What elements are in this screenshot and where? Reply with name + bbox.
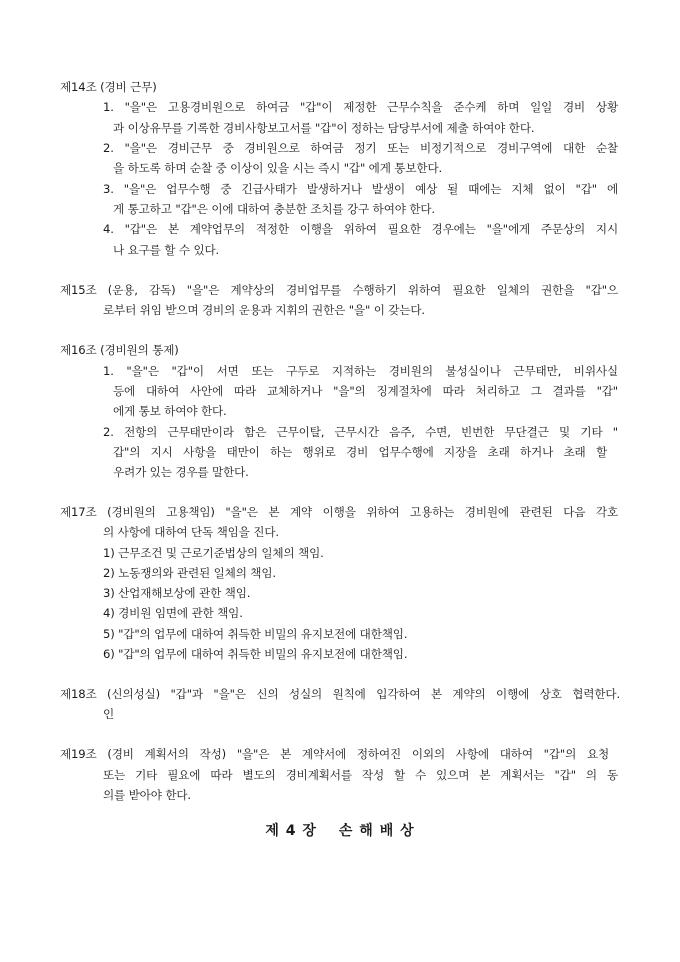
article-14-item-3-line-2: 게 통고하고 "갑"은 이에 대하여 충분한 조치를 강구 하여야 한다.	[113, 202, 435, 216]
article-17-subitem-4: 4) 경비원 임면에 관한 책임.	[103, 606, 243, 620]
article-14-item-1-line-2: 과 이상유무를 기록한 경비사항보고서를 "갑"이 정하는 담당부서에 제출 하여야 한다.	[113, 121, 535, 135]
article-17-line-2: 의 사항에 대하여 단독 책임을 진다.	[103, 525, 279, 539]
article-14-item-3-line-1: 3. "을"은 업무수행 중 긴급사태가 발생하거나 발생이 예상 될 때에는 지체 없이 "갑" 에	[103, 182, 618, 196]
article-15-line-1: 제15조 (운용, 감독) "을"은 계약상의 경비업무를 수행하기 위하여 필요한 일체의 권한을 "갑"으	[60, 283, 618, 297]
article-17-line-1: 제17조 (경비원의 고용책임) "을"은 본 계약 이행을 위하여 고용하는 경비원에 관련된 다음 각호	[60, 505, 618, 519]
article-14-item-4-line-2: 나 요구를 할 수 있다.	[113, 243, 220, 257]
article-17-subitem-1: 1) 근무조건 및 근로기준법상의 일체의 책임.	[103, 546, 324, 560]
article-19-line-2: 또는 기타 필요에 따라 별도의 경비계획서를 작성 할 수 있으며 본 계획서는 "갑" 의 동	[103, 768, 618, 782]
article-17-subitem-6: 6) "갑"의 업무에 대하여 취득한 비밀의 유지보전에 대한책임.	[103, 647, 408, 661]
article-19-line-3: 의를 받아야 한다.	[103, 788, 191, 802]
article-15-line-2: 로부터 위임 받으며 경비의 운용과 지휘의 권한은 "을" 이 갖는다.	[103, 303, 425, 317]
article-14-heading: 제14조 (경비 근무)	[60, 80, 157, 94]
chapter-number: 제 4 장	[265, 823, 317, 839]
article-18-line-1: 제18조 (신의성실) "갑"과 "을"은 신의 성실의 원칙에 입각하여 본 계약의 이행에 상호 협력한다.	[60, 687, 620, 701]
article-16-item-1-line-2: 등에 대하여 사안에 따라 교체하거나 "을"의 징계절차에 따라 처리하고 그 결과를 "갑"	[113, 384, 618, 398]
article-14-item-1-line-1: 1. "을"은 고용경비원으로 하여금 "갑"이 제정한 근무수칙을 준수케 하며 일일 경비 상황	[103, 100, 618, 114]
article-14-item-2-line-2: 을 하도록 하며 순찰 중 이상이 있을 시는 즉시 "갑" 에게 통보한다.	[113, 161, 443, 175]
article-16-heading: 제16조 (경비원의 통제)	[60, 343, 179, 357]
chapter-title: 손 해 배 상	[338, 823, 415, 839]
article-16-item-1-line-3: 에게 통보 하여야 한다.	[113, 404, 227, 418]
article-17-subitem-2: 2) 노동쟁의와 관련된 일체의 책임.	[103, 566, 276, 580]
article-16-item-1-line-1: 1. "을"은 "갑"이 서면 또는 구두로 지적하는 경비원의 불성실이나 근무태만, 비위사실	[103, 364, 618, 378]
article-19-line-1: 제19조 (경비 계획서의 작성) "을"은 본 계약서에 정하여진 이외의 사항에 대하여 "갑"의 요청	[60, 747, 609, 761]
article-17-subitem-5: 5) "갑"의 업무에 대하여 취득한 비밀의 유지보전에 대한책임.	[103, 627, 408, 641]
chapter-heading	[0, 820, 680, 840]
article-17-subitem-3: 3) 산업재해보상에 관한 책임.	[103, 586, 251, 600]
article-14-item-2-line-1: 2. "을"은 경비근무 중 경비원으로 하여금 정기 또는 비정기적으로 경비구역에 대한 순찰	[103, 141, 618, 155]
article-14-item-4-line-1: 4. "갑"은 본 계약업무의 적정한 이행을 위하여 필요한 경우에는 "을"에게 주문상의 지시	[103, 222, 618, 236]
article-16-item-2-line-2: 갑"의 지시 사항을 태만이 하는 행위로 경비 업무수행에 지장을 초래 하거나 초래 할	[113, 445, 607, 459]
article-18-line-2: 인	[103, 707, 115, 721]
article-16-item-2-line-1: 2. 전항의 근무태만이라 함은 근무이탈, 근무시간 음주, 수면, 빈번한 무단결근 및 기타 "	[103, 425, 618, 439]
article-16-item-2-line-3: 우려가 있는 경우를 말한다.	[113, 465, 249, 479]
